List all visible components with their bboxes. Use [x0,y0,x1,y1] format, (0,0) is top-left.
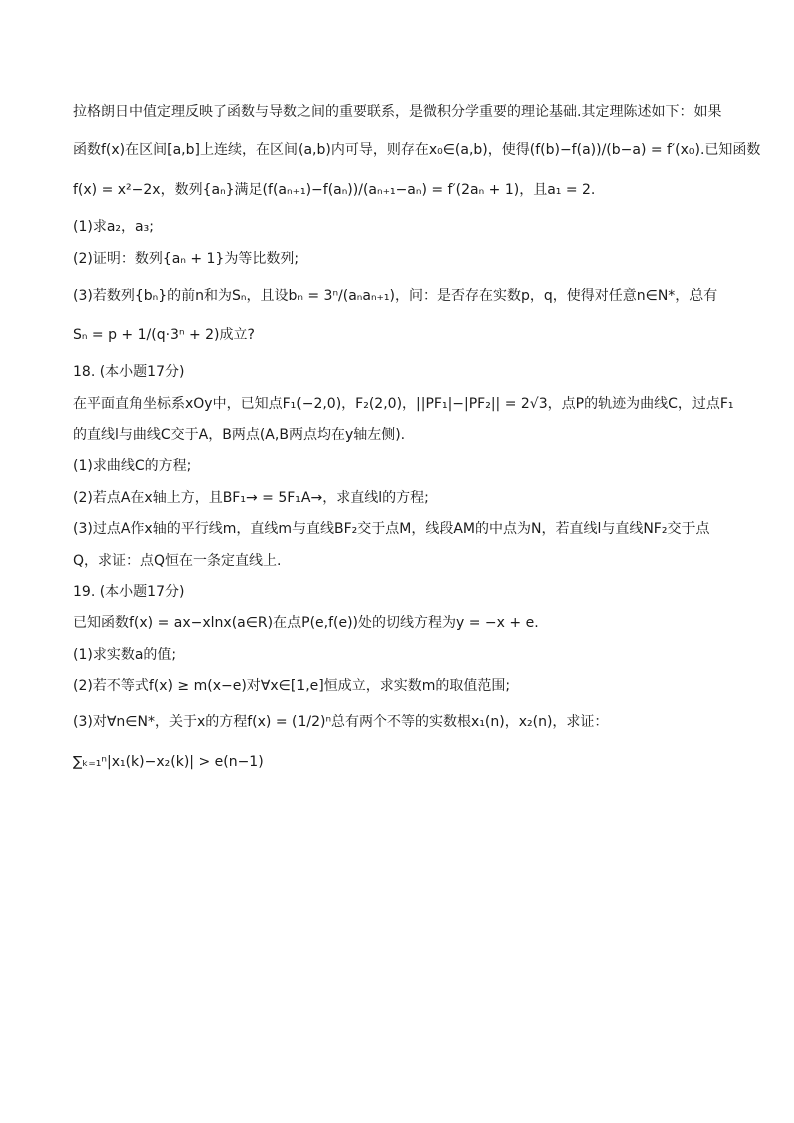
text-line: f(x) = x²−2x，数列{aₙ}满足(f(aₙ₊₁)−f(aₙ))/(aₙ₊₁−aₙ) = f′(2aₙ + 1)，且a₁ = 2. [73,182,596,198]
text-line: (2)证明：数列{aₙ + 1}为等比数列; [73,251,300,267]
question-heading: 19. (本小题17分) [73,584,185,600]
text-line: (1)求a₂，a₃; [73,219,154,235]
text-line: (3)对∀n∈N*，关于x的方程f(x) = (1/2)ⁿ总有两个不等的实数根x₁(n)，x₂(n)，求证： [73,714,609,730]
text-line: 在平面直角坐标系xOy中，已知点F₁(−2,0)，F₂(2,0)，||PF₁|−|PF₂|| = 2√3，点P的轨迹为曲线C，过点F₁ [73,396,734,412]
text-line: 的直线l与曲线C交于A，B两点(A,B两点均在y轴左侧). [73,427,406,443]
text-line: Sₙ = p + 1/(q·3ⁿ + 2)成立? [73,327,255,343]
text-line: (2)若点A在x轴上方，且BF₁→ = 5F₁A→，求直线l的方程; [73,490,429,506]
text-line: 拉格朗日中值定理反映了函数与导数之间的重要联系，是微积分学重要的理论基础.其定理陈述如下：如果 [73,104,722,120]
text-line: (1)求实数a的值; [73,647,177,663]
text-line: (1)求曲线C的方程; [73,458,192,474]
question-heading: 18. (本小题17分) [73,364,185,380]
text-line: (3)过点A作x轴的平行线m，直线m与直线BF₂交于点M，线段AM的中点为N，若直线l与直线NF₂交于点 [73,521,710,537]
text-line: (2)若不等式f(x) ≥ m(x−e)对∀x∈[1,e]恒成立，求实数m的取值范围; [73,678,511,694]
text-line: ∑ₖ₌₁ⁿ|x₁(k)−x₂(k)| > e(n−1) [73,754,264,770]
text-line: (3)若数列{bₙ}的前n和为Sₙ，且设bₙ = 3ⁿ/(aₙaₙ₊₁)，问：是否存在实数p，q，使得对任意n∈N*，总有 [73,288,718,304]
text-line: Q，求证：点Q恒在一条定直线上. [73,553,282,569]
text-line: 已知函数f(x) = ax−xlnx(a∈R)在点P(e,f(e))处的切线方程为y = −x + e. [73,615,539,631]
text-line: 函数f(x)在区间[a,b]上连续，在区间(a,b)内可导，则存在x₀∈(a,b)，使得(f(b)−f(a))/(b−a) = f′(x₀).已知函数 [73,142,761,158]
